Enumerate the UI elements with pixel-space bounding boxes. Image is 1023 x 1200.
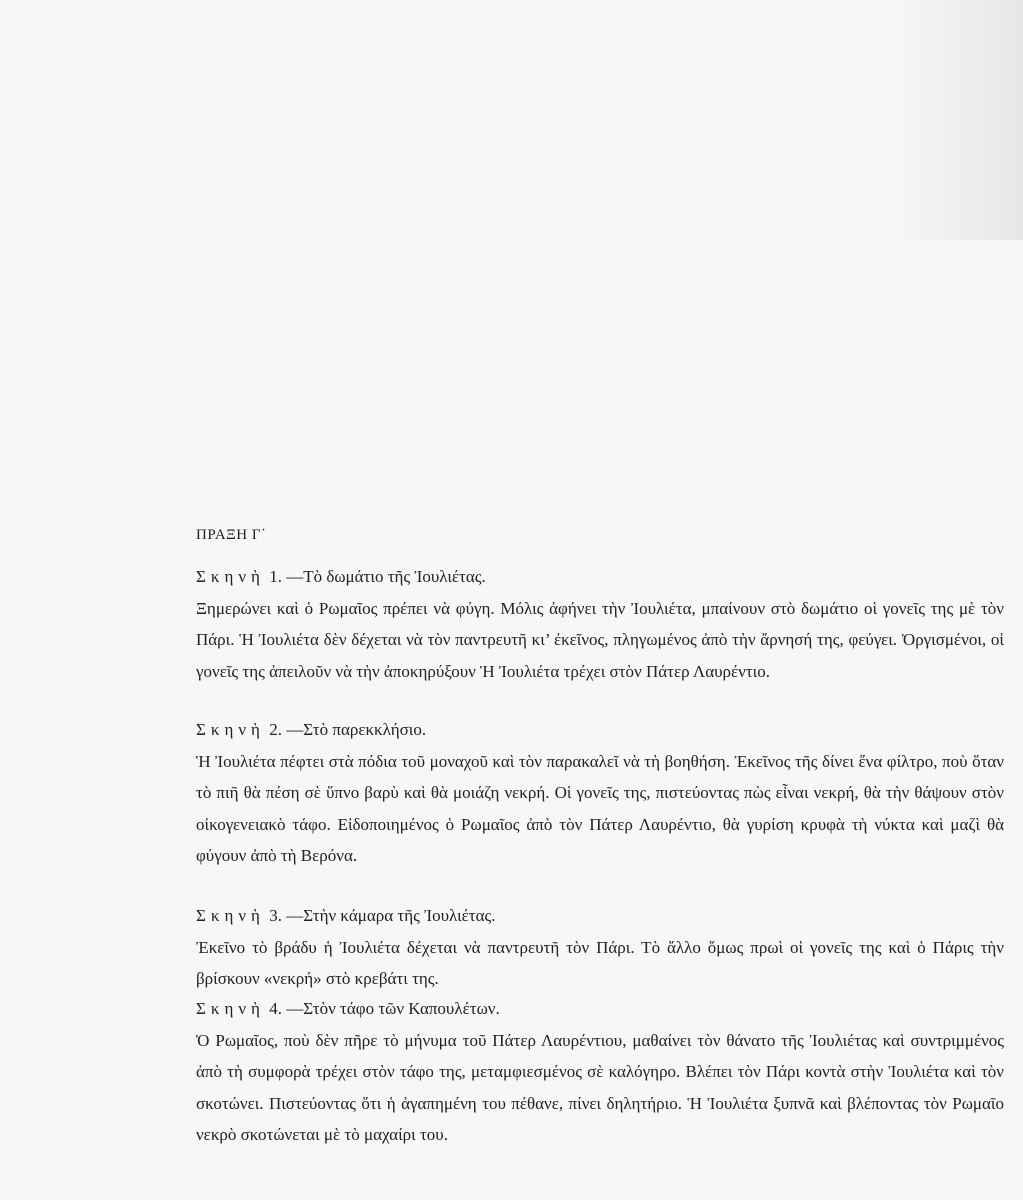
scene-label: Σκηνὴ [196, 906, 265, 925]
scene-4 [196, 993, 1004, 1151]
scene-2 [196, 714, 1004, 872]
scene-1 [196, 561, 1004, 687]
scene-text: Ἐκεῖνο τὸ βράδυ ἡ Ἰουλιέτα δέχεται νὰ παντρευτῆ τὸν Πάρι. Τὸ ἄλλο ὅμως πρωὶ οἱ γονεῖς της καὶ ὁ Πάρις τὴν βρίσκουν «νεκρή» στὸ κρεβάτι της. [196, 937, 1004, 988]
scene-label: Σκηνὴ [196, 720, 265, 739]
scene-heading [196, 993, 1004, 1025]
scene-heading [196, 900, 1004, 932]
scene-3 [196, 900, 1004, 995]
scene-text: Ξημερώνει καὶ ὁ Ρωμαῖος πρέπει νὰ φύγη. Μόλις ἀφήνει τὴν Ἰουλιέτα, μπαίνουν στὸ δωμάτιο οἱ γονεῖς της μὲ τὸν Πάρι. Ἡ Ἰουλιέτα δὲν δέχεται νὰ τὸν παντρευτῆ κι’ ἐκεῖνος, πληγωμένος ἀπὸ τὴν ἄρνησή της, φεύγει. Ὀργισμένοι, οἱ γονεῖς της ἀπειλοῦν νὰ τὴν ἀποκηρύξουν Ἡ Ἰουλιέτα τρέχει στὸν Πάτερ Λαυρέντιο. [196, 598, 1004, 681]
act-title: ΠΡΑΞΗ Γ΄ [196, 527, 267, 543]
scan-shading [893, 0, 1023, 240]
scene-title: 3. —Στὴν κάμαρα τῆς Ἰουλιέτας. [269, 906, 496, 925]
scene-label: Σκηνὴ [196, 567, 265, 586]
scene-title: 2. —Στὸ παρεκκλήσιο. [269, 720, 427, 739]
scene-heading [196, 561, 1004, 593]
scene-label: Σκηνὴ [196, 999, 265, 1018]
scene-text: Ἡ Ἰουλιέτα πέφτει στὰ πόδια τοῦ μοναχοῦ καὶ τὸν παρακαλεῖ νὰ τὴ βοηθήση. Ἐκεῖνος τῆς δίνει ἕνα φίλτρο, ποὺ ὅταν τὸ πιῆ θὰ πέση σὲ ὕπνο βαρὺ καὶ θὰ μοιάζη νεκρή. Οἱ γονεῖς της, πιστεύοντας πὼς εἶναι νεκρή, θὰ τὴν θάψουν στὸν οἰκογενειακὸ τάφο. Εἰδοποιημένος ὁ Ρωμαῖος ἀπὸ τὸν Πάτερ Λαυρέντιο, θὰ γυρίση κρυφὰ τὴ νύκτα καὶ μαζὶ θὰ φύγουν ἀπὸ τὴ Βερόνα. [196, 751, 1004, 865]
scene-heading [196, 714, 1004, 746]
scene-title: 1. —Τὸ δωμάτιο τῆς Ἰουλιέτας. [269, 567, 486, 586]
scene-text: Ὁ Ρωμαῖος, ποὺ δὲν πῆρε τὸ μήνυμα τοῦ Πάτερ Λαυρέντιου, μαθαίνει τὸν θάνατο τῆς Ἰουλιέτας καὶ συντριμμένος ἀπὸ τὴ συμφορὰ τρέχει στὸν τάφο της, μεταμφιεσμένος σὲ καλόγηρο. Βλέπει τὸν Πάρι κοντὰ στὴν Ἰουλιέτα καὶ τὸν σκοτώνει. Πιστεύοντας ὅτι ἡ ἀγαπημένη του πέθανε, πίνει δηλητήριο. Ἡ Ἰουλιέτα ξυπνᾶ καὶ βλέποντας τὸν Ρωμαῖο νεκρὸ σκοτώνεται μὲ τὸ μαχαίρι του. [196, 1030, 1004, 1144]
scene-title: 4. —Στὸν τάφο τῶν Καπουλέτων. [269, 999, 500, 1018]
